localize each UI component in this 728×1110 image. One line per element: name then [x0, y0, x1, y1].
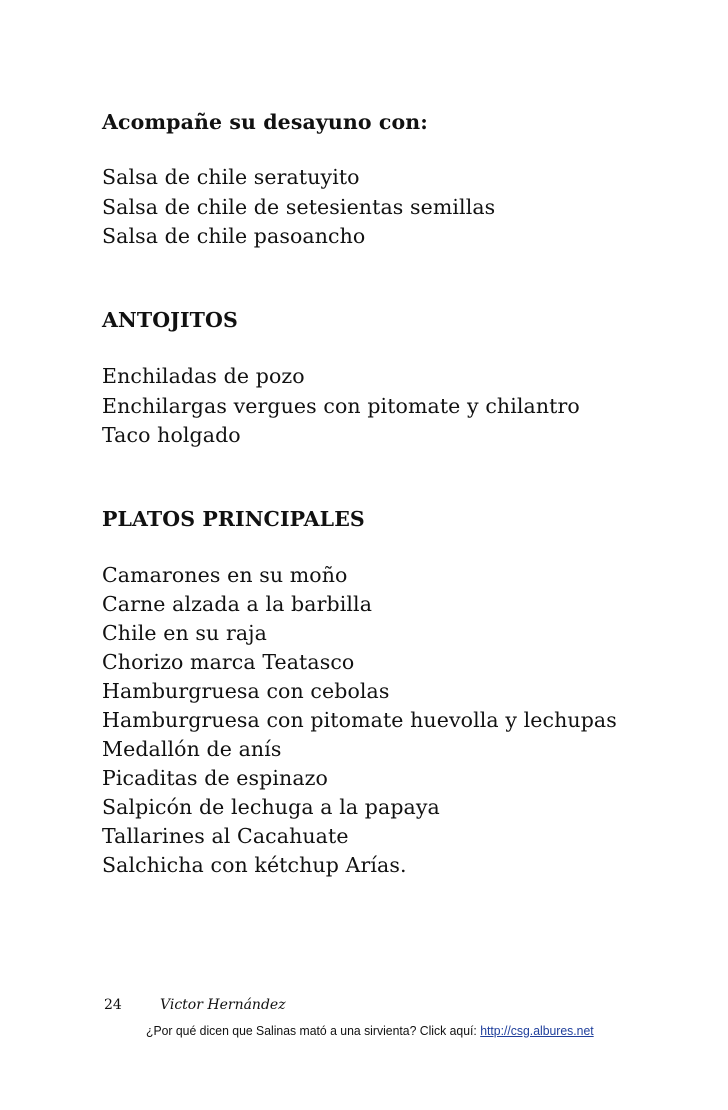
- antojitos-heading: ANTOJITOS: [102, 308, 238, 332]
- platos-item: Hamburgruesa con pitomate huevolla y lechupas: [102, 708, 617, 732]
- platos-item: Salchicha con kétchup Arías.: [102, 853, 407, 877]
- platos-item: Salpicón de lechuga a la papaya: [102, 795, 440, 819]
- platos-heading: PLATOS PRINCIPALES: [102, 507, 365, 531]
- intro-item: Salsa de chile de setesientas semillas: [102, 195, 496, 219]
- promo-link[interactable]: http://csg.albures.net: [480, 1023, 594, 1038]
- antojitos-item: Taco holgado: [102, 423, 241, 447]
- intro-item: Salsa de chile seratuyito: [102, 165, 360, 189]
- platos-item: Tallarines al Cacahuate: [102, 824, 349, 848]
- platos-item: Chorizo marca Teatasco: [102, 650, 355, 674]
- antojitos-item: Enchilargas vergues con pitomate y chilantro: [102, 394, 580, 418]
- author-name: Victor Hernández: [160, 997, 286, 1013]
- platos-item: Chile en su raja: [102, 621, 267, 645]
- antojitos-item: Enchiladas de pozo: [102, 364, 305, 388]
- page-number: 24: [104, 997, 122, 1013]
- platos-item: Hamburgruesa con cebolas: [102, 679, 390, 703]
- platos-item: Medallón de anís: [102, 737, 282, 761]
- platos-item: Carne alzada a la barbilla: [102, 592, 373, 616]
- platos-item: Picaditas de espinazo: [102, 766, 328, 790]
- intro-heading: Acompañe su desayuno con:: [102, 110, 428, 134]
- promo-line: [146, 1023, 594, 1038]
- platos-item: Camarones en su moño: [102, 563, 348, 587]
- promo-text: ¿Por qué dicen que Salinas mató a una sirvienta? Click aquí:: [146, 1023, 481, 1038]
- intro-item: Salsa de chile pasoancho: [102, 224, 366, 248]
